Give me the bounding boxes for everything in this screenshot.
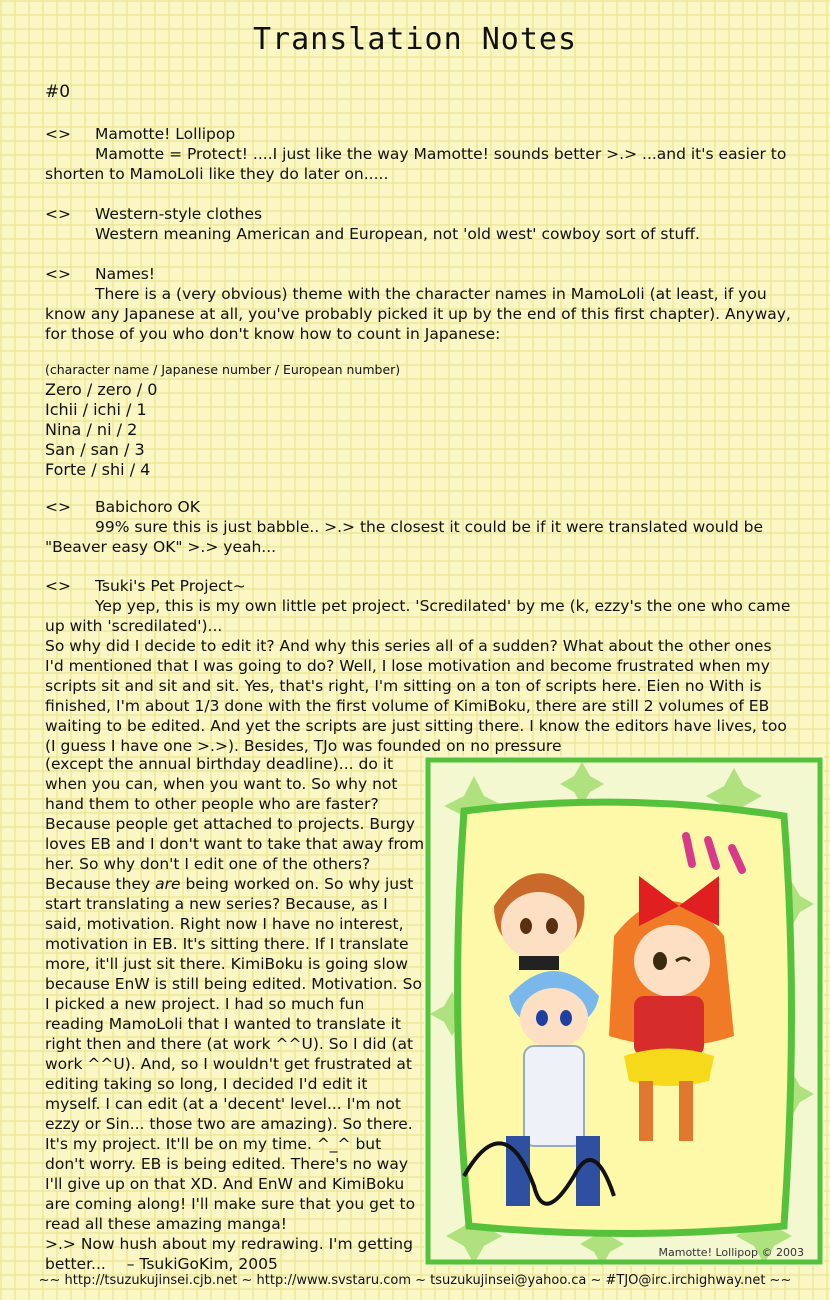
illustration-caption: Mamotte! Lollipop © 2003 [658,1246,804,1259]
name-row: San / san / 3 [45,440,145,459]
paragraph-text: (except the annual birthday deadline)... do it when you can, when you want to. So why not hand them to other people who are faster? Because people get attached to projects. Burgy loves EB and I don't want to take that away from her. So why don't I edit one of the others? Because they [45,755,425,893]
wrapped-paragraph [45,754,425,1274]
note-bullet: <> [45,125,71,143]
note-babichoro [45,497,795,557]
manga-illustration [424,756,824,1266]
note-pet-project [45,576,795,756]
page-title: Translation Notes [252,22,578,57]
note-body: Mamotte = Protect! ....I just like the way Mamotte! sounds better >.> ...and it's easier to shorten to MamoLoli like they do later on..... [45,145,787,183]
note-body: Western meaning American and European, not 'old west' cowboy sort of stuff. [95,225,700,243]
note-mamotte [45,124,795,184]
footer-links: ~~ http://tsuzukujinsei.cjb.net ~ http://www.svstaru.com ~ tsuzukujinsei@yahoo.ca ~ #TJO@irc.irchighway.net ~~ [38,1273,792,1288]
note-body-continued: So why did I decide to edit it? And why this series all of a sudden? What about the other ones I'd mentioned that I was going to do? Well, I lose motivation and become frustrated when my scripts sit and sit and sit. Yes, that's right, I'm sitting on a ton of scripts here. Eien no With is finished, I'm about 1/3 done with the first volume of KimiBoku, there are still 2 volumes of EB waiting to be edited. And yet the scripts are just sitting there. I know the editors have lives, too (I guess I have one >.>). Besides, TJo was founded on no pressure [45,637,787,755]
note-bullet: <> [45,577,71,595]
name-row: Ichii / ichi / 1 [45,400,147,419]
note-heading: Tsuki's Pet Project~ [95,577,246,595]
name-row: Zero / zero / 0 [45,380,158,399]
note-body: 99% sure this is just babble.. >.> the closest it could be if it were translated would be "Beaver easy OK" >.> yeah... [45,518,764,556]
note-heading: Babichoro OK [95,498,200,516]
paragraph-text: >.> Now hush about my redrawing. I'm getting better... [45,1235,413,1273]
note-bullet: <> [45,205,71,223]
name-table-caption: (character name / Japanese number / European number) [45,362,401,377]
note-western [45,204,795,244]
paragraph-emphasis: are [155,875,181,893]
signature-line: – TsukiGoKim, 2005 [126,1255,278,1273]
note-bullet: <> [45,265,71,283]
page-number: #0 [45,82,71,102]
note-bullet: <> [45,498,71,516]
note-body: There is a (very obvious) theme with the character names in MamoLoli (at least, if you know any Japanese at all, you've probably picked it up by the end of this first chapter). Anyway, for those of you who don't know how to count in Japanese: [45,285,791,343]
note-heading: Western-style clothes [95,205,263,223]
paragraph-text: being worked on. So why just start translating a new series? Because, as I said, motivation. Right now I have no interest, motivation in EB. It's sitting there. If I translate more, it'll just sit there. KimiBoku is going slow because EnW is still being edited. Motivation. So I picked a new project. I had so much fun reading MamoLoli that I wanted to translate it right then and there (at work ^^U). So I did (at work ^^U). And, so I wouldn't get frustrated at editing taking so long, I decided I'd edit it myself. I can edit (at a 'decent' level... I'm not ezzy or Sin... those two are amazing). So there. It's my project. It'll be on my time. ^_^ but don't worry. EB is being edited. There's no way I'll give up on that XD. And EnW and KimiBoku are coming along! I'll make sure that you get to read all these amazing manga! [45,875,422,1233]
note-body: Yep yep, this is my own little pet project. 'Scredilated' by me (k, ezzy's the one who came up with 'scredilated')... [45,597,791,635]
name-row: Forte / shi / 4 [45,460,151,479]
note-names [45,264,795,344]
note-heading: Names! [95,265,156,283]
note-heading: Mamotte! Lollipop [95,125,236,143]
name-row: Nina / ni / 2 [45,420,138,439]
name-table [45,380,157,480]
